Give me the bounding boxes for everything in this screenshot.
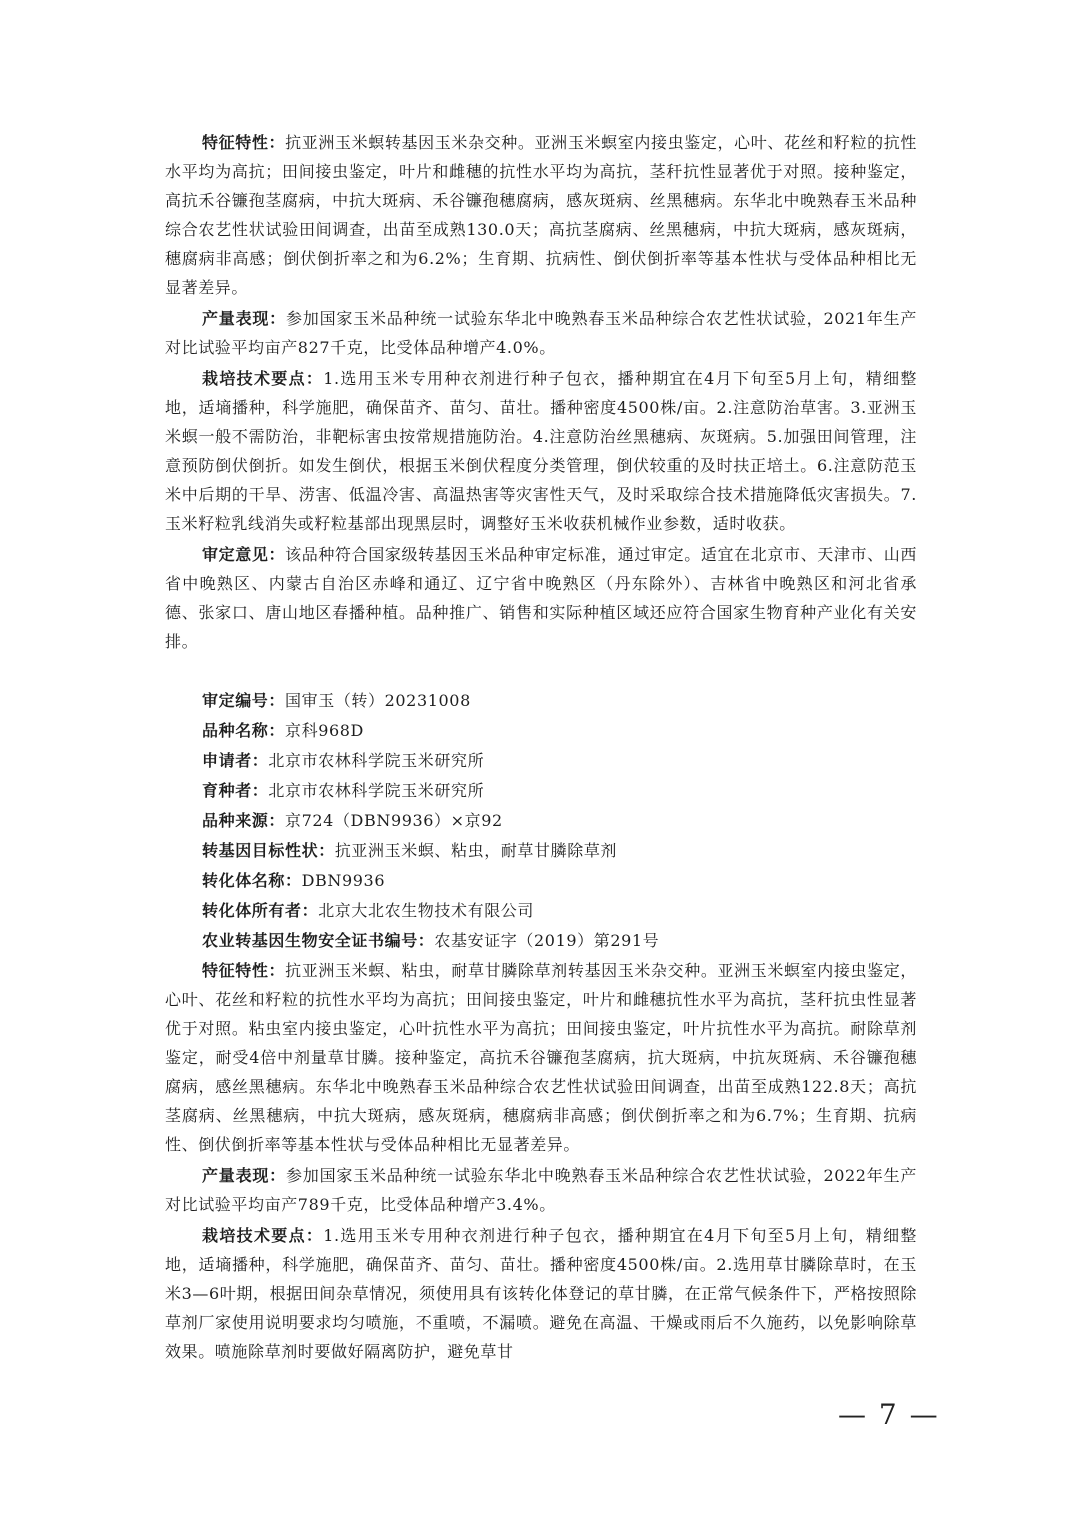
meta-value: DBN9936 xyxy=(301,871,386,890)
cultivation-paragraph xyxy=(165,364,917,538)
yield-paragraph xyxy=(165,304,917,362)
features-paragraph xyxy=(165,128,917,302)
features-label: 特征特性： xyxy=(202,133,286,152)
cultivation-text: 1.选用玉米专用种衣剂进行种子包衣，播种期宜在4月下旬至5月上旬，精细整地，适墒播种，科学施肥，确保苗齐、苗匀、苗壮。播种密度4500株/亩。2.选用草甘膦除草时，在玉米3—6叶期，根据田间杂草情况，须使用具有该转化体登记的草甘膦，在正常气候条件下，严格按照除草剂厂家使用说明要求均匀喷施，不重喷，不漏喷。避免在高温、干燥或雨后不久施药，以免影响除草效果。喷施除草剂时要做好隔离防护，避免草甘 xyxy=(165,1226,917,1361)
meta-label: 转化体名称： xyxy=(202,871,302,890)
applicant-line xyxy=(165,746,917,775)
yield-text: 参加国家玉米品种统一试验东华北中晚熟春玉米品种综合农艺性状试验，2021年生产对比试验平均亩产827千克，比受体品种增产4.0%。 xyxy=(165,309,917,357)
meta-label: 转基因目标性状： xyxy=(202,841,335,860)
features-text: 抗亚洲玉米螟转基因玉米杂交种。亚洲玉米螟室内接虫鉴定，心叶、花丝和籽粒的抗性水平均为高抗；田间接虫鉴定，叶片和雌穗的抗性水平均为高抗，茎秆抗性显著优于对照。接种鉴定，高抗禾谷镰孢茎腐病，中抗大斑病、禾谷镰孢穗腐病，感灰斑病、丝黑穗病。东华北中晚熟春玉米品种综合农艺性状试验田间调查，出苗至成熟130.0天；高抗茎腐病、丝黑穗病，中抗大斑病，感灰斑病，穗腐病非高感；倒伏倒折率之和为6.2%；生育期、抗病性、倒伏倒折率等基本性状与受体品种相比无显著差异。 xyxy=(165,133,917,297)
meta-value: 北京市农林科学院玉米研究所 xyxy=(268,781,485,800)
target-trait-line xyxy=(165,836,917,865)
transformant-owner-line xyxy=(165,896,917,925)
cultivation-paragraph-2 xyxy=(165,1221,917,1366)
meta-value: 北京大北农生物技术有限公司 xyxy=(318,901,535,920)
meta-value: 北京市农林科学院玉米研究所 xyxy=(268,751,485,770)
cultivation-label: 栽培技术要点： xyxy=(202,1226,324,1245)
variety-name-line xyxy=(165,716,917,745)
meta-label: 申请者： xyxy=(202,751,269,770)
meta-label: 育种者： xyxy=(202,781,269,800)
meta-value: 农基安证字（2019）第291号 xyxy=(434,931,660,950)
transformant-name-line xyxy=(165,866,917,895)
meta-value: 京科968D xyxy=(285,721,364,740)
yield-text: 参加国家玉米品种统一试验东华北中晚熟春玉米品种综合农艺性状试验，2022年生产对比试验平均亩产789千克，比受体品种增产3.4%。 xyxy=(165,1166,917,1214)
page-number: — 7 — xyxy=(838,1398,940,1431)
variety-metadata xyxy=(165,686,917,955)
yield-paragraph-2 xyxy=(165,1161,917,1219)
meta-label: 转化体所有者： xyxy=(202,901,319,920)
approval-number-line xyxy=(165,686,917,715)
opinion-paragraph xyxy=(165,540,917,656)
meta-label: 品种名称： xyxy=(202,721,286,740)
features-text: 抗亚洲玉米螟、粘虫，耐草甘膦除草剂转基因玉米杂交种。亚洲玉米螟室内接虫鉴定，心叶、花丝和籽粒的抗性水平均为高抗；田间接虫鉴定，叶片和雌穗抗性水平为高抗，茎秆抗虫性显著优于对照。粘虫室内接虫鉴定，心叶抗性水平为高抗；田间接虫鉴定，叶片抗性水平为高抗。耐除草剂鉴定，耐受4倍中剂量草甘膦。接种鉴定，高抗禾谷镰孢茎腐病，抗大斑病，中抗灰斑病、禾谷镰孢穗腐病，感丝黑穗病。东华北中晚熟春玉米品种综合农艺性状试验田间调查，出苗至成熟122.8天；高抗茎腐病、丝黑穗病，中抗大斑病，感灰斑病，穗腐病非高感；倒伏倒折率之和为6.7%；生育期、抗病性、倒伏倒折率等基本性状与受体品种相比无显著差异。 xyxy=(165,961,917,1154)
document-body xyxy=(165,128,917,1368)
yield-label: 产量表现： xyxy=(202,309,286,328)
section-spacer xyxy=(165,658,917,686)
variety-source-line xyxy=(165,806,917,835)
meta-value: 抗亚洲玉米螟、粘虫，耐草甘膦除草剂 xyxy=(334,841,618,860)
opinion-text: 该品种符合国家级转基因玉米品种审定标准，通过审定。适宜在北京市、天津市、山西省中晚熟区、内蒙古自治区赤峰和通辽、辽宁省中晚熟区（丹东除外）、吉林省中晚熟区和河北省承德、张家口、唐山地区春播种植。品种推广、销售和实际种植区域还应符合国家生物育种产业化有关安排。 xyxy=(165,545,917,651)
meta-value: 京724（DBN9936）×京92 xyxy=(285,811,503,830)
meta-label: 审定编号： xyxy=(202,691,286,710)
breeder-line xyxy=(165,776,917,805)
opinion-label: 审定意见： xyxy=(202,545,286,564)
cultivation-label: 栽培技术要点： xyxy=(202,369,324,388)
features-label: 特征特性： xyxy=(202,961,286,980)
cultivation-text: 1.选用玉米专用种衣剂进行种子包衣，播种期宜在4月下旬至5月上旬，精细整地，适墒播种，科学施肥，确保苗齐、苗匀、苗壮。播种密度4500株/亩。2.注意防治草害。3.亚洲玉米螟一般不需防治，非靶标害虫按常规措施防治。4.注意防治丝黑穗病、灰斑病。5.加强田间管理，注意预防倒伏倒折。如发生倒伏，根据玉米倒伏程度分类管理，倒伏较重的及时扶正培土。6.注意防范玉米中后期的干旱、涝害、低温冷害、高温热害等灾害性天气，及时采取综合技术措施降低灾害损失。7.玉米籽粒乳线消失或籽粒基部出现黑层时，调整好玉米收获机械作业参数，适时收获。 xyxy=(165,369,917,533)
meta-value: 国审玉（转）20231008 xyxy=(285,691,471,710)
yield-label: 产量表现： xyxy=(202,1166,286,1185)
meta-label: 品种来源： xyxy=(202,811,286,830)
safety-certificate-line xyxy=(165,926,917,955)
features-paragraph-2 xyxy=(165,956,917,1159)
meta-label: 农业转基因生物安全证书编号： xyxy=(202,931,435,950)
